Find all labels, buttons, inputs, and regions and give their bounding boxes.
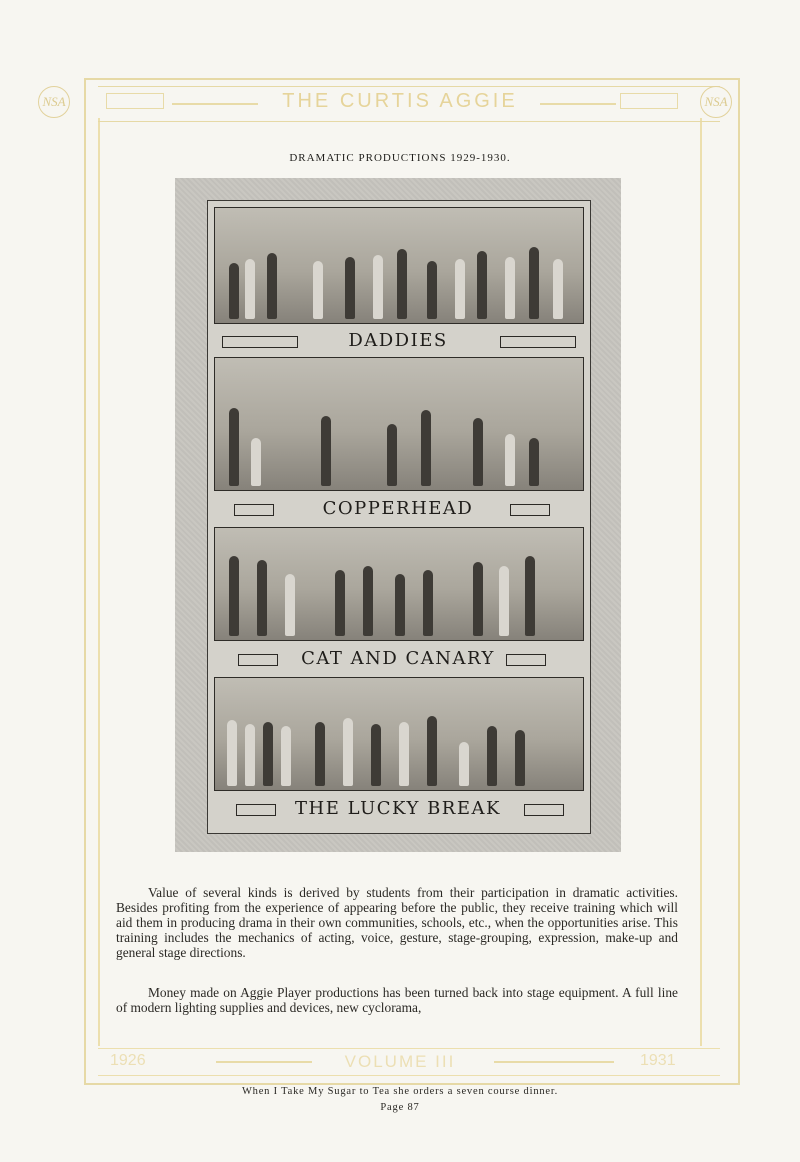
title-row [214, 645, 582, 679]
title-ornament-left [238, 654, 278, 666]
production-title: DADDIES [348, 330, 448, 351]
actor-figure [229, 556, 239, 636]
actor-figure [423, 570, 433, 636]
monogram-right: NSA [700, 86, 732, 118]
actor-figure [505, 257, 515, 319]
title-ornament-right [506, 654, 546, 666]
header-rule-left [172, 103, 258, 105]
actor-figure [553, 259, 563, 319]
actor-figure [245, 724, 255, 786]
actor-figure [477, 251, 487, 319]
monogram-left: NSA [38, 86, 70, 118]
body-paragraph-1: Value of several kinds is derived by students from their participation in dramatic activities. Besides profiting from the experience of appearing before the public, they receive training which will aid them in producing drama in their own communities, schools, etc., when the opportunities arise. This training includes the mechanics of acting, voice, gesture, stage-grouping, expression, make-up and general stage directions. [116, 885, 678, 961]
actor-figure [343, 718, 353, 786]
actor-figure [487, 726, 497, 786]
actor-figure [399, 722, 409, 786]
actor-figure [529, 247, 539, 319]
actor-figure [525, 556, 535, 636]
header-rule-right [540, 103, 616, 105]
actor-figure [335, 570, 345, 636]
actor-figure [345, 257, 355, 319]
header-ornament-right [620, 93, 678, 109]
production-title: COPPERHEAD [322, 498, 474, 519]
footer-year-start: 1926 [110, 1052, 146, 1069]
title-ornament-right [510, 504, 550, 516]
stage-photo [214, 527, 584, 641]
footer-year-end: 1931 [640, 1052, 676, 1069]
actor-figure [397, 249, 407, 319]
actor-figure [505, 434, 515, 486]
title-ornament-left [234, 504, 274, 516]
title-ornament-left [236, 804, 276, 816]
actor-figure [321, 416, 331, 486]
actor-figure [371, 724, 381, 786]
title-ornament-left [222, 336, 298, 348]
body-paragraph-2: Money made on Aggie Player productions has been turned back into stage equipment. A full line of modern lighting supplies and devices, new cyclorama, [116, 985, 678, 1016]
actor-figure [387, 424, 397, 486]
title-ornament-right [524, 804, 564, 816]
photo-collage [175, 178, 621, 852]
actor-figure [229, 408, 239, 486]
stage-photo [214, 207, 584, 324]
stage-photo [214, 357, 584, 491]
actor-figure [421, 410, 431, 486]
actor-figure [251, 438, 261, 486]
actor-figure [455, 259, 465, 319]
actor-figure [245, 259, 255, 319]
header-ornament-left [106, 93, 164, 109]
actor-figure [229, 263, 239, 319]
section-heading: DRAMATIC PRODUCTIONS 1929-1930. [289, 152, 511, 164]
actor-figure [313, 261, 323, 319]
title-row [214, 327, 582, 361]
yearbook-title: THE CURTIS AGGIE [282, 90, 518, 112]
actor-figure [263, 722, 273, 786]
actor-figure [267, 253, 277, 319]
production-title: CAT AND CANARY [301, 648, 495, 669]
actor-figure [395, 574, 405, 636]
page-number: Page 87 [380, 1102, 420, 1113]
stage-photo [214, 677, 584, 791]
title-row [214, 495, 582, 529]
actor-figure [281, 726, 291, 786]
actor-figure [285, 574, 295, 636]
actor-figure [473, 418, 483, 486]
actor-figure [473, 562, 483, 636]
actor-figure [427, 716, 437, 786]
actor-figure [227, 720, 237, 786]
photo-collage-frame [207, 200, 591, 834]
title-row [214, 795, 582, 829]
actor-figure [499, 566, 509, 636]
actor-figure [459, 742, 469, 786]
footer-volume: VOLUME III [344, 1052, 456, 1071]
footer-rule-right [494, 1061, 614, 1063]
title-ornament-right [500, 336, 576, 348]
production-title: THE LUCKY BREAK [295, 798, 501, 819]
actor-figure [529, 438, 539, 486]
actor-figure [315, 722, 325, 786]
footer-rule-left [216, 1061, 312, 1063]
actor-figure [363, 566, 373, 636]
footer-caption: When I Take My Sugar to Tea she orders a seven course dinner. [241, 1086, 559, 1097]
actor-figure [515, 730, 525, 786]
actor-figure [427, 261, 437, 319]
actor-figure [257, 560, 267, 636]
actor-figure [373, 255, 383, 319]
